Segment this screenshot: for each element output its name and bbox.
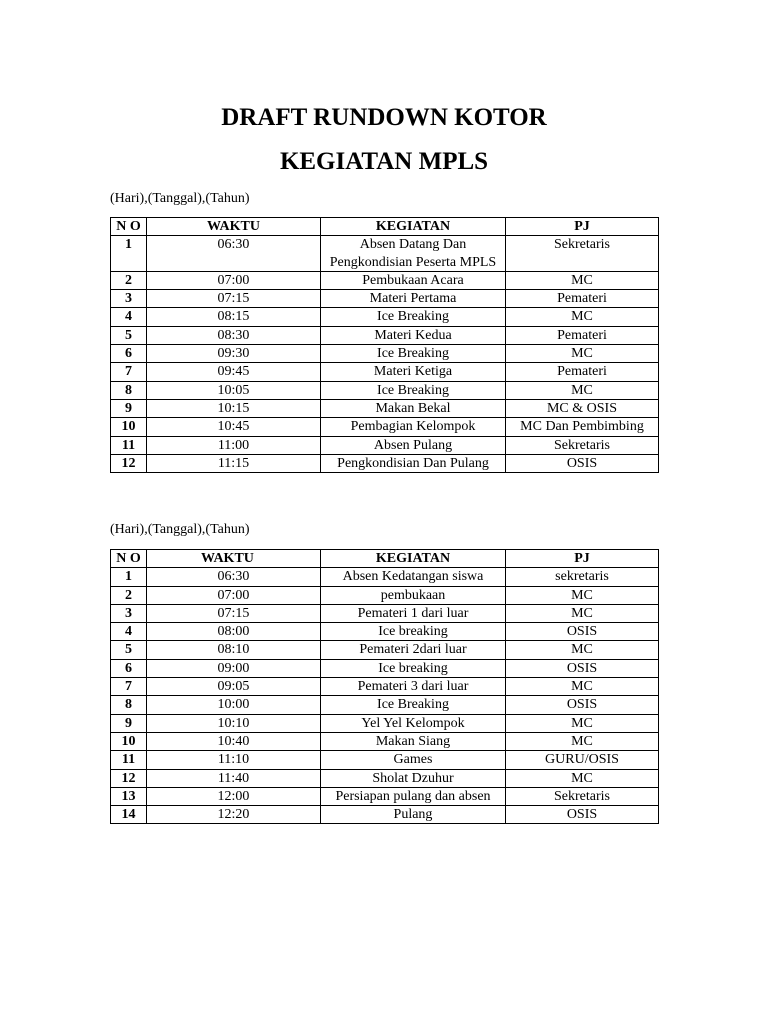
cell-no: 13 — [111, 787, 147, 805]
table-row — [111, 641, 659, 659]
cell-time: 12:20 — [147, 806, 321, 824]
cell-activity: Absen Pulang — [321, 436, 506, 454]
table-row — [111, 678, 659, 696]
cell-time: 10:45 — [147, 418, 321, 436]
table-row — [111, 586, 659, 604]
table-row — [111, 568, 659, 586]
cell-pj: MC — [506, 271, 659, 289]
table-row — [111, 381, 659, 399]
cell-activity: Pembukaan Acara — [321, 271, 506, 289]
schedule-table-day-1 — [110, 217, 659, 473]
cell-time: 06:30 — [147, 568, 321, 586]
cell-no: 10 — [111, 418, 147, 436]
cell-no: 2 — [111, 271, 147, 289]
table-row — [111, 418, 659, 436]
cell-time: 09:30 — [147, 345, 321, 363]
cell-activity: Yel Yel Kelompok — [321, 714, 506, 732]
date-line-day-2: (Hari),(Tanggal),(Tahun) — [110, 522, 250, 537]
cell-no: 2 — [111, 586, 147, 604]
cell-activity: pembukaan — [321, 586, 506, 604]
cell-pj: MC & OSIS — [506, 399, 659, 417]
table-row — [111, 659, 659, 677]
cell-activity: Materi Pertama — [321, 290, 506, 308]
cell-no: 3 — [111, 290, 147, 308]
cell-pj: Pemateri — [506, 326, 659, 344]
table-row — [111, 696, 659, 714]
cell-time: 07:00 — [147, 271, 321, 289]
cell-time: 07:00 — [147, 586, 321, 604]
cell-activity: Pemateri 1 dari luar — [321, 604, 506, 622]
cell-pj: OSIS — [506, 454, 659, 472]
cell-activity: Pemateri 3 dari luar — [321, 678, 506, 696]
cell-pj: MC — [506, 769, 659, 787]
table-row — [111, 769, 659, 787]
cell-pj: MC — [506, 345, 659, 363]
cell-activity: Materi Ketiga — [321, 363, 506, 381]
cell-activity: Makan Bekal — [321, 399, 506, 417]
header-activity: KEGIATAN — [321, 218, 506, 236]
cell-time: 10:00 — [147, 696, 321, 714]
cell-activity: Absen Datang Dan Pengkondisian Peserta MPLS — [321, 236, 506, 272]
table-row — [111, 454, 659, 472]
cell-time: 09:00 — [147, 659, 321, 677]
cell-no: 11 — [111, 436, 147, 454]
table-body-day-1 — [111, 236, 659, 473]
table-row — [111, 714, 659, 732]
header-pj: PJ — [506, 218, 659, 236]
table-row — [111, 308, 659, 326]
cell-pj: MC — [506, 732, 659, 750]
cell-no: 9 — [111, 399, 147, 417]
header-activity: KEGIATAN — [321, 550, 506, 568]
cell-time: 07:15 — [147, 604, 321, 622]
cell-activity: Pembagian Kelompok — [321, 418, 506, 436]
table-row — [111, 290, 659, 308]
cell-pj: OSIS — [506, 659, 659, 677]
table-row — [111, 436, 659, 454]
cell-time: 10:15 — [147, 399, 321, 417]
cell-pj: OSIS — [506, 623, 659, 641]
header-pj: PJ — [506, 550, 659, 568]
header-no: N O — [111, 550, 147, 568]
table-row — [111, 271, 659, 289]
cell-pj: OSIS — [506, 696, 659, 714]
table-row — [111, 751, 659, 769]
cell-activity: Ice breaking — [321, 623, 506, 641]
cell-no: 6 — [111, 659, 147, 677]
cell-no: 4 — [111, 308, 147, 326]
cell-pj: Sekretaris — [506, 436, 659, 454]
cell-activity: Materi Kedua — [321, 326, 506, 344]
table-body-day-2 — [111, 568, 659, 824]
cell-no: 10 — [111, 732, 147, 750]
cell-time: 08:30 — [147, 326, 321, 344]
cell-time: 10:05 — [147, 381, 321, 399]
cell-time: 11:10 — [147, 751, 321, 769]
cell-pj: sekretaris — [506, 568, 659, 586]
cell-no: 7 — [111, 678, 147, 696]
cell-pj: MC — [506, 714, 659, 732]
cell-time: 10:40 — [147, 732, 321, 750]
cell-time: 07:15 — [147, 290, 321, 308]
cell-no: 12 — [111, 454, 147, 472]
cell-activity: Pengkondisian Dan Pulang — [321, 454, 506, 472]
cell-activity: Pulang — [321, 806, 506, 824]
document-subtitle: KEGIATAN MPLS — [279, 148, 489, 175]
table-row — [111, 806, 659, 824]
cell-activity: Ice Breaking — [321, 696, 506, 714]
date-line-day-1: (Hari),(Tanggal),(Tahun) — [110, 191, 250, 206]
cell-activity: Pemateri 2dari luar — [321, 641, 506, 659]
cell-no: 5 — [111, 326, 147, 344]
cell-activity: Persiapan pulang dan absen — [321, 787, 506, 805]
cell-pj: GURU/OSIS — [506, 751, 659, 769]
document-title: DRAFT RUNDOWN KOTOR — [221, 104, 547, 131]
cell-no: 6 — [111, 345, 147, 363]
cell-no: 4 — [111, 623, 147, 641]
cell-activity: Ice Breaking — [321, 345, 506, 363]
cell-pj: Sekretaris — [506, 236, 659, 272]
schedule-table-day-2 — [110, 549, 659, 824]
cell-time: 10:10 — [147, 714, 321, 732]
table-row — [111, 236, 659, 272]
cell-no: 11 — [111, 751, 147, 769]
header-time: WAKTU — [147, 550, 321, 568]
cell-pj: MC — [506, 641, 659, 659]
cell-activity: Makan Siang — [321, 732, 506, 750]
cell-time: 08:00 — [147, 623, 321, 641]
cell-no: 12 — [111, 769, 147, 787]
table-row — [111, 604, 659, 622]
cell-pj: MC — [506, 381, 659, 399]
cell-activity: Sholat Dzuhur — [321, 769, 506, 787]
table-row — [111, 623, 659, 641]
cell-no: 1 — [111, 568, 147, 586]
cell-no: 8 — [111, 381, 147, 399]
table-row — [111, 399, 659, 417]
cell-no: 7 — [111, 363, 147, 381]
cell-pj: MC — [506, 586, 659, 604]
cell-no: 8 — [111, 696, 147, 714]
cell-activity: Absen Kedatangan siswa — [321, 568, 506, 586]
cell-no: 3 — [111, 604, 147, 622]
cell-time: 08:15 — [147, 308, 321, 326]
cell-pj: OSIS — [506, 806, 659, 824]
cell-time: 12:00 — [147, 787, 321, 805]
cell-no: 9 — [111, 714, 147, 732]
table-header-row — [111, 218, 659, 236]
cell-activity: Games — [321, 751, 506, 769]
cell-time: 11:15 — [147, 454, 321, 472]
table-header-row — [111, 550, 659, 568]
cell-no: 14 — [111, 806, 147, 824]
table-row — [111, 363, 659, 381]
table-row — [111, 732, 659, 750]
header-no: N O — [111, 218, 147, 236]
cell-pj: Pemateri — [506, 363, 659, 381]
cell-pj: MC — [506, 678, 659, 696]
cell-time: 11:00 — [147, 436, 321, 454]
cell-time: 06:30 — [147, 236, 321, 272]
header-time: WAKTU — [147, 218, 321, 236]
cell-pj: MC — [506, 604, 659, 622]
cell-pj: MC Dan Pembimbing — [506, 418, 659, 436]
table-row — [111, 345, 659, 363]
cell-pj: Pemateri — [506, 290, 659, 308]
cell-no: 1 — [111, 236, 147, 272]
cell-activity: Ice breaking — [321, 659, 506, 677]
cell-time: 09:45 — [147, 363, 321, 381]
cell-time: 08:10 — [147, 641, 321, 659]
cell-activity: Ice Breaking — [321, 308, 506, 326]
table-row — [111, 326, 659, 344]
cell-pj: Sekretaris — [506, 787, 659, 805]
cell-time: 09:05 — [147, 678, 321, 696]
cell-no: 5 — [111, 641, 147, 659]
cell-pj: MC — [506, 308, 659, 326]
table-row — [111, 787, 659, 805]
cell-time: 11:40 — [147, 769, 321, 787]
cell-activity: Ice Breaking — [321, 381, 506, 399]
